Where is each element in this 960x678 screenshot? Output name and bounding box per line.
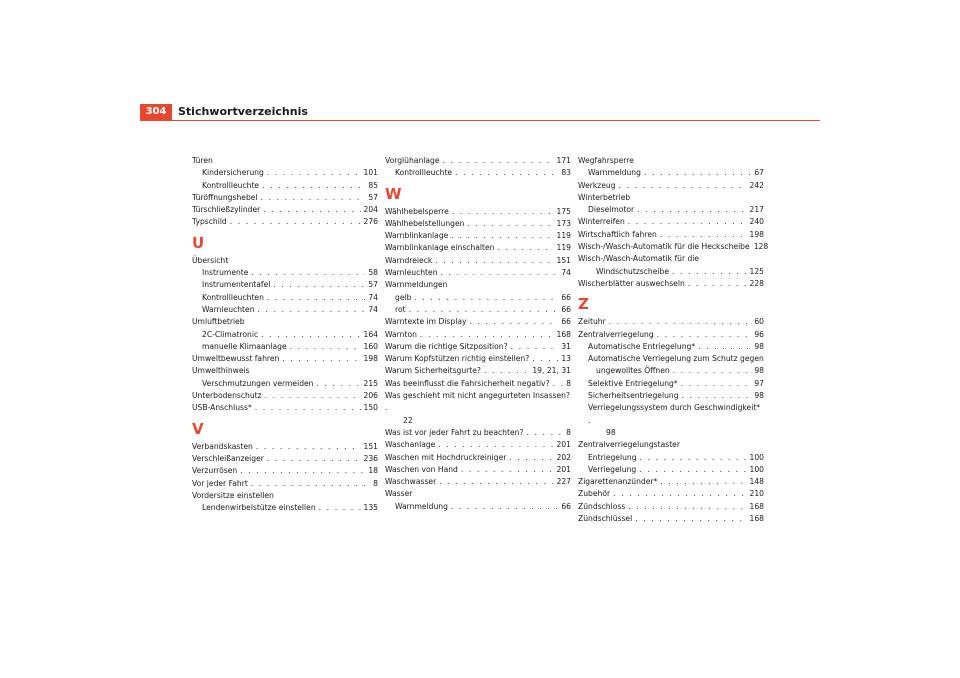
index-heading: Übersicht xyxy=(192,255,229,265)
index-entry: Werkzeug . . . 242 xyxy=(578,180,764,192)
index-entry: Waschen von Hand . . . 201 xyxy=(385,464,571,476)
index-entry: Zubehör . . . 210 xyxy=(578,488,764,500)
index-heading: Vordersitze einstellen xyxy=(192,490,274,500)
index-entry: Verriegelungssystem durch Geschwindigkeit* . 98 xyxy=(588,403,761,437)
index-heading: Wegfahrsperre xyxy=(578,156,634,165)
index-entry: Was ist vor jeder Fahrt zu beachten? . . . 8 xyxy=(385,427,571,439)
index-heading: Automatische Verriegelung zum Schutz gegen xyxy=(588,354,764,364)
index-entry: Warum Sicherheitsgurte? . . . 19, 21, 31 xyxy=(385,365,571,377)
index-entry: Warnblinkanlage . . . 119 xyxy=(385,230,571,242)
index-entry: Vor jeder Fahrt . . . 8 xyxy=(192,478,378,490)
index-entry: Warnmeldung . . . 67 xyxy=(578,167,764,179)
index-entry: Instrumente . . . 58 xyxy=(192,267,378,279)
index-entry: Typschild . . . 276 xyxy=(192,216,378,228)
index-entry: Warntexte im Display . . . 66 xyxy=(385,316,571,328)
index-entry: Türöffnungshebel . . . 57 xyxy=(192,192,378,204)
index-entry: Dieselmotor . . . 217 xyxy=(578,204,764,216)
header-rule xyxy=(140,120,820,121)
index-entry: Warnleuchten . . . 74 xyxy=(192,304,378,316)
index-entry: Wirtschaftlich fahren . . . 198 xyxy=(578,229,764,241)
index-column-2 xyxy=(385,155,571,513)
index-entry: Warum Kopfstützen richtig einstellen? . . . 13 xyxy=(385,353,571,365)
index-entry: Warnmeldung . . . 66 xyxy=(385,501,571,513)
index-entry: Zentralverriegelung . . . 96 xyxy=(578,329,764,341)
index-entry: Waschanlage . . . 201 xyxy=(385,439,571,451)
index-entry: Windschutzscheibe . . . 125 xyxy=(578,266,764,278)
index-entry: ungewolltes Öffnen . . . 98 xyxy=(578,365,764,377)
index-entry: Kontrollleuchte . . . 83 xyxy=(385,167,571,179)
index-entry: gelb . . . 66 xyxy=(385,292,571,304)
index-entry: Automatische Entriegelung* . . . 98 xyxy=(578,341,764,353)
index-entry: Verschmutzungen vermeiden . . . 215 xyxy=(192,378,378,390)
index-entry: Lendenwirbelstütze einstellen . . . 135 xyxy=(192,502,378,514)
section-letter-v: V xyxy=(192,419,204,438)
index-entry: Verzurrösen . . . 18 xyxy=(192,465,378,477)
index-column-3 xyxy=(578,155,769,525)
index-heading: Umwelthinweis xyxy=(192,366,250,376)
index-entry: Zündschloss . . . 168 xyxy=(578,501,764,513)
index-entry: Warum die richtige Sitzposition? . . . 31 xyxy=(385,341,571,353)
section-letter-z: Z xyxy=(578,295,589,314)
index-heading: Winterbetrieb xyxy=(578,192,631,202)
index-entry: Wählhebelsperre . . . 175 xyxy=(385,206,571,218)
index-entry: Warnblinkanlage einschalten . . . 119 xyxy=(385,242,571,254)
index-entry: Was geschieht mit nicht angegurteten Insassen? . 22 xyxy=(385,391,570,425)
index-entry: Wisch-/Wasch-Automatik für die Heckscheibe 128 xyxy=(578,242,769,252)
index-entry: 2C-Climatronic . . . 164 xyxy=(192,329,378,341)
index-entry: Winterreifen . . . 240 xyxy=(578,216,764,228)
index-entry: Kontrollleuchten . . . 74 xyxy=(192,292,378,304)
section-letter-u: U xyxy=(192,233,205,252)
index-entry: rot . . . 66 xyxy=(385,304,571,316)
index-entry: Kindersicherung . . . 101 xyxy=(192,167,378,179)
index-entry: Kontrollleuchte . . . 85 xyxy=(192,180,378,192)
index-heading: Wasser xyxy=(385,489,413,499)
index-heading: Türen xyxy=(192,156,213,165)
page-title: Stichwortverzeichnis xyxy=(178,105,308,118)
index-entry: manuelle Klimaanlage . . . 160 xyxy=(192,341,378,353)
index-entry: Wischerblätter auswechseln . . . 228 xyxy=(578,278,764,290)
index-entry: Instrumententafel . . . 57 xyxy=(192,279,378,291)
index-entry: Waschen mit Hochdruckreiniger . . . 202 xyxy=(385,452,571,464)
index-entry: Zündschlüssel . . . 168 xyxy=(578,513,764,525)
index-heading: Warnmeldungen xyxy=(385,280,448,290)
index-entry: Unterbodenschutz . . . 206 xyxy=(192,390,378,402)
index-entry: Was beeinflusst die Fahrsicherheit negativ? . . . 8 xyxy=(385,378,571,390)
index-entry: Warndreieck . . . 151 xyxy=(385,255,571,267)
index-heading: Umluftbetrieb xyxy=(192,317,245,327)
index-entry: Zeituhr . . . 60 xyxy=(578,316,764,328)
index-entry: Sicherheitsentriegelung . . . 98 xyxy=(578,390,764,402)
index-entry: Selektive Entriegelung* . . . 97 xyxy=(578,378,764,390)
index-entry: Verschleißanzeiger . . . 236 xyxy=(192,453,378,465)
index-entry: USB-Anschluss* . . . 150 xyxy=(192,402,378,414)
index-entry: Verriegelung . . . 100 xyxy=(578,464,764,476)
index-entry: Verbandskasten . . . 151 xyxy=(192,441,378,453)
index-entry: Umweltbewusst fahren . . . 198 xyxy=(192,353,378,365)
index-entry: Zigarettenanzünder* . . . 148 xyxy=(578,476,764,488)
section-letter-w: W xyxy=(385,184,402,203)
index-heading: Wisch-/Wasch-Automatik für die xyxy=(578,254,700,264)
index-entry: Waschwasser . . . 227 xyxy=(385,476,571,488)
index-entry: Entriegelung . . . 100 xyxy=(578,452,764,464)
index-entry: Warnleuchten . . . 74 xyxy=(385,267,571,279)
index-entry: Türschließzylinder . . . 204 xyxy=(192,204,378,216)
index-column-1 xyxy=(192,155,378,514)
index-entry: Wählhebelstellungen . . . 173 xyxy=(385,218,571,230)
index-entry: Vorglühanlage . . . 171 xyxy=(385,155,571,167)
index-entry: Warnton . . . 168 xyxy=(385,329,571,341)
page-number: 304 xyxy=(140,104,172,120)
index-heading: Zentralverriegelungstaster xyxy=(578,440,680,450)
